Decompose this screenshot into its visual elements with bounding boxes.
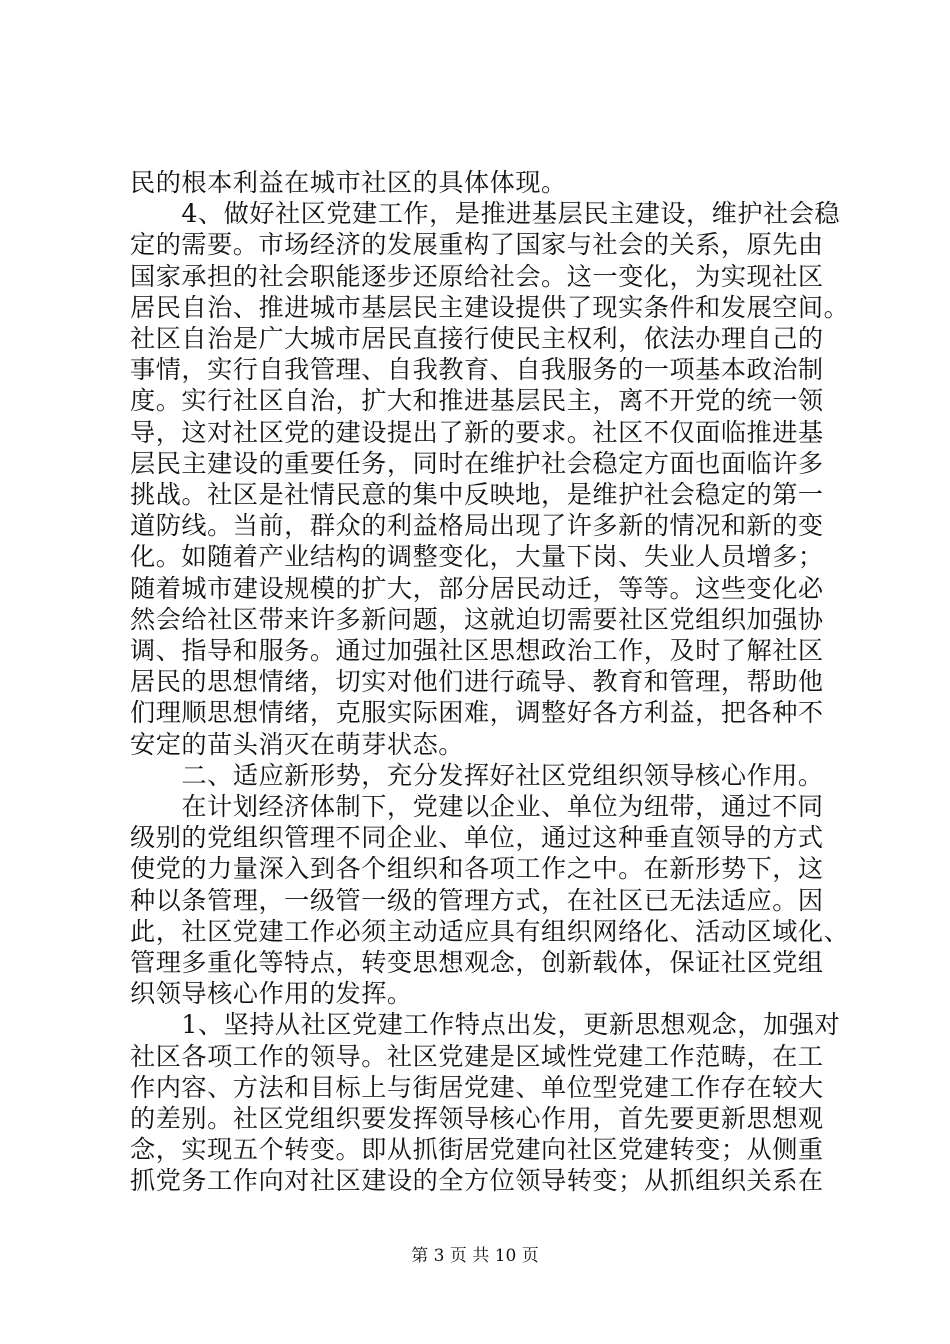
text-line: 社区各项工作的领导。社区党建是区域性党建工作范畴，在工 [130, 1041, 824, 1071]
text-line: 管理多重化等特点，转变思想观念，创新载体，保证社区党组 [130, 948, 824, 977]
text-line: 种以条管理，一级管一级的管理方式，在社区已无法适应。因 [130, 885, 824, 915]
text-line: 抓党务工作向对社区建设的全方位领导转变；从抓组织关系在 [130, 1166, 824, 1196]
text-line: 事情，实行自我管理、自我教育、自我服务的一项基本政治制 [130, 355, 824, 385]
text-line: 调、指导和服务。通过加强社区思想政治工作，及时了解社区 [130, 636, 824, 665]
text-line: 层民主建设的重要任务，同时在维护社会稳定方面也面临许多 [130, 448, 824, 478]
text-line: 居民的思想情绪，切实对他们进行疏导、教育和管理，帮助他 [130, 667, 824, 697]
text-line: 在计划经济体制下，党建以企业、单位为纽带，通过不同 [130, 792, 824, 821]
text-line: 导，这对社区党的建设提出了新的要求。社区不仅面临推进基 [130, 417, 824, 447]
text-line: 的差别。社区党组织要发挥领导核心作用，首先要更新思想观 [130, 1104, 824, 1133]
text-line: 们理顺思想情绪，克服实际困难，调整好各方利益，把各种不 [130, 698, 824, 728]
text-line: 1、坚持从社区党建工作特点出发，更新思想观念，加强对 [130, 1010, 841, 1040]
text-line: 定的需要。市场经济的发展重构了国家与社会的关系，原先由 [130, 230, 824, 260]
text-line: 然会给社区带来许多新问题，这就迫切需要社区党组织加强协 [130, 604, 824, 634]
text-line: 挑战。社区是社情民意的集中反映地，是维护社会稳定的第一 [130, 480, 824, 509]
text-line: 此，社区党建工作必须主动适应具有组织网络化、活动区域化、 [130, 916, 850, 946]
text-line: 织领导核心作用的发挥。 [130, 979, 413, 1009]
text-line: 化。如随着产业结构的调整变化，大量下岗、失业人员增多； [130, 542, 824, 572]
text-line: 念，实现五个转变。即从抓街居党建向社区党建转变；从侧重 [130, 1135, 824, 1165]
text-line: 随着城市建设规模的扩大，部分居民动迁，等等。这些变化必 [130, 573, 824, 603]
text-line: 级别的党组织管理不同企业、单位，通过这种垂直领导的方式 [130, 823, 824, 853]
text-line: 社区自治是广大城市居民直接行使民主权利，依法办理自己的 [130, 324, 824, 353]
text-line: 使党的力量深入到各个组织和各项工作之中。在新形势下，这 [130, 854, 824, 884]
page-footer: 第 3 页 共 10 页 [411, 1246, 539, 1266]
text-line: 国家承担的社会职能逐步还原给社会。这一变化，为实现社区 [130, 261, 824, 291]
text-line: 4、做好社区党建工作，是推进基层民主建设，维护社会稳 [130, 199, 841, 229]
text-line: 安定的苗头消灭在萌芽状态。 [130, 729, 464, 759]
text-line: 道防线。当前，群众的利益格局出现了许多新的情况和新的变 [130, 511, 824, 541]
text-line: 居民自治、推进城市基层民主建设提供了现实条件和发展空间。 [130, 292, 850, 322]
text-line: 度。实行社区自治，扩大和推进基层民主，离不开党的统一领 [130, 386, 824, 416]
text-line: 作内容、方法和目标上与街居党建、单位型党建工作存在较大 [130, 1072, 824, 1102]
text-line: 二、适应新形势，充分发挥好社区党组织领导核心作用。 [130, 760, 824, 790]
text-line: 民的根本利益在城市社区的具体体现。 [130, 168, 567, 197]
